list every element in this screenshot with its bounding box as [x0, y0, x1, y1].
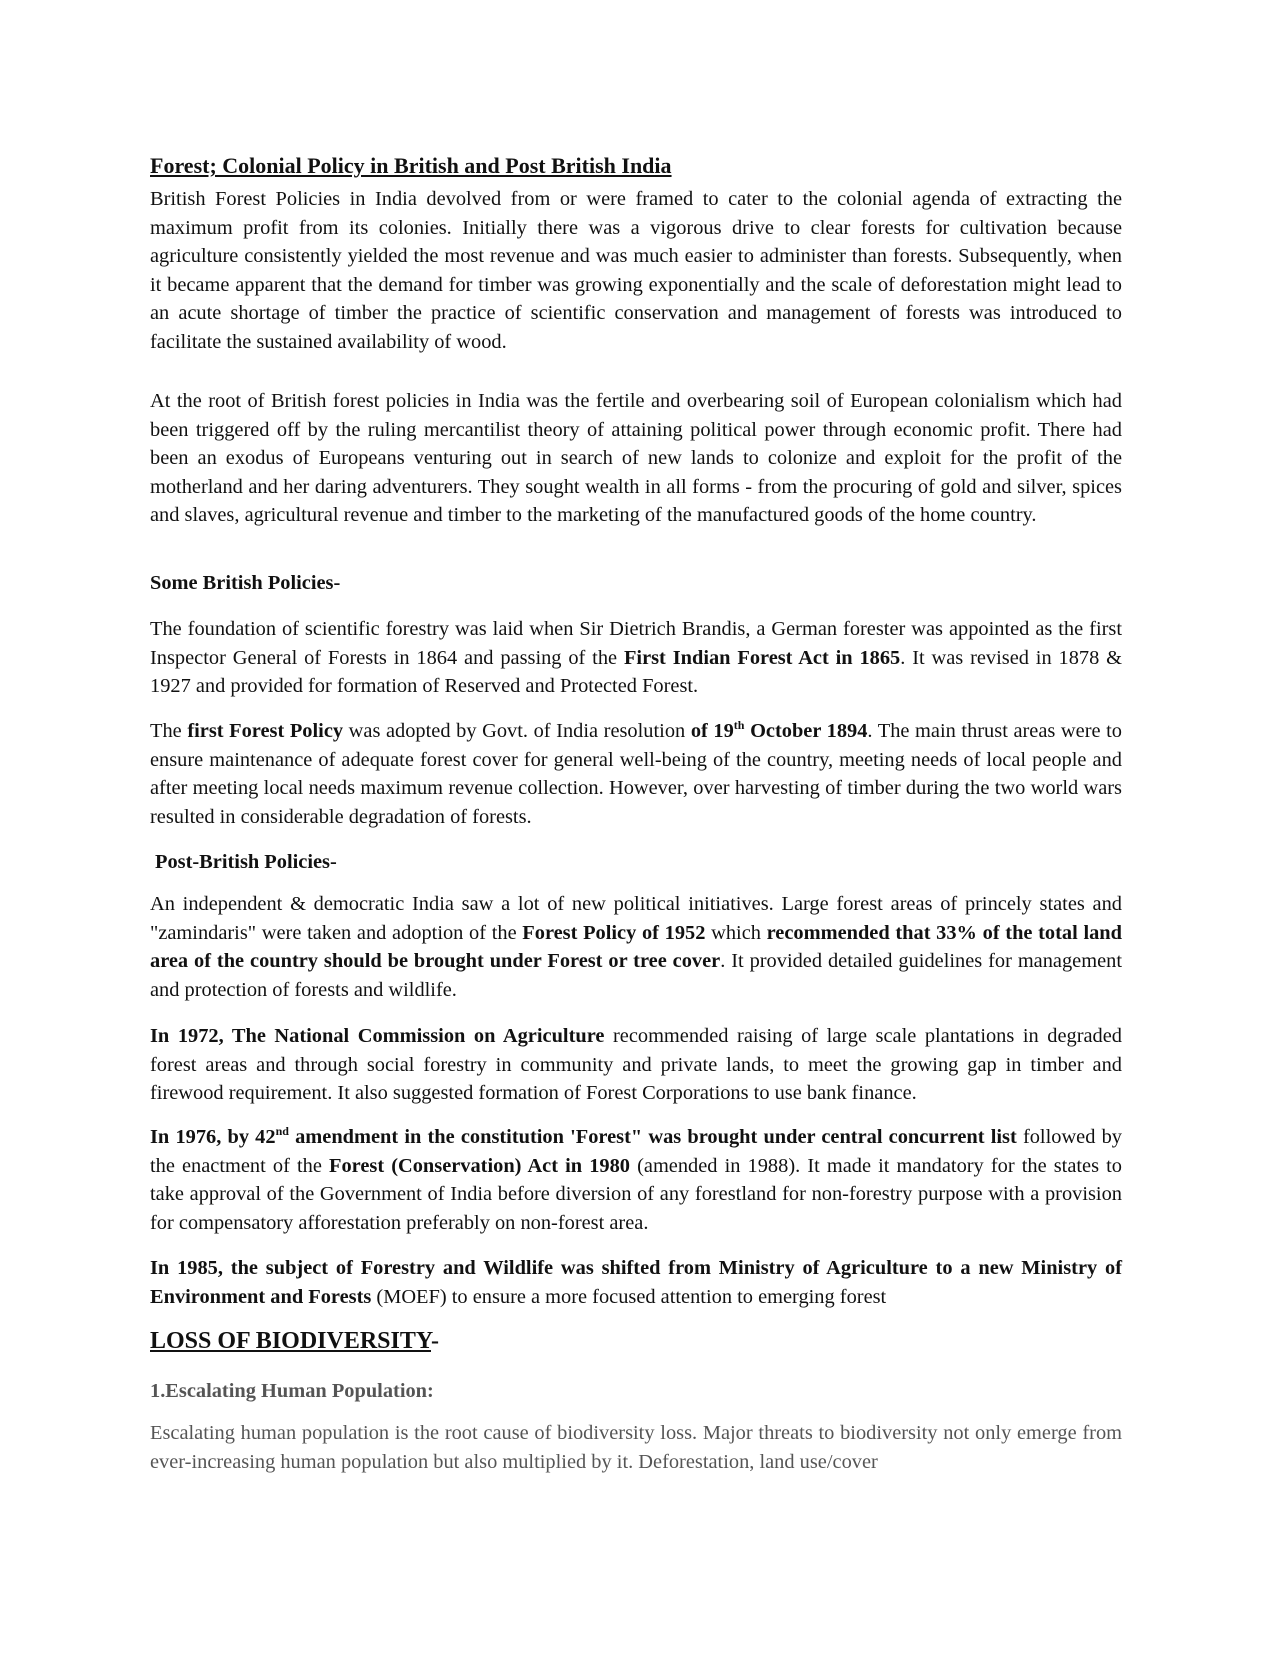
document-title: Forest; Colonial Policy in British and Post British India: [150, 153, 672, 178]
bold-text: recommended that 33% of the total land area of the country should be brought under Forest or tree cover: [150, 921, 1122, 973]
text: In 1976, by 42: [150, 1126, 276, 1148]
bold-text: [691, 720, 868, 742]
paragraph-moef-1985: [150, 1254, 1122, 1311]
bold-text: first Forest Policy: [187, 720, 344, 742]
text: An independent & democratic India saw a lot of new political initiatives. Large forest areas of princely states and "zamindaris" were taken and adoption of the: [150, 893, 1122, 944]
bold-text: Forest Policy of 1952: [522, 921, 706, 944]
text: . The main thrust areas were to ensure maintenance of adequate forest cover for general well-being of the country, meeting needs of local people and after meeting local needs maximum revenue collection. However, over harvesting of timber during the two world wars resulted in considerable degradation of forests.: [150, 720, 1122, 828]
text: The: [150, 720, 188, 742]
superscript: nd: [275, 1124, 289, 1139]
superscript: th: [733, 718, 745, 733]
paragraph-forest-policy-1894: [150, 717, 1122, 831]
paragraph-population: Escalating human population is the root cause of biodiversity loss. Major threats to biodiversity not only emerge from ever-increasing human population but also multiplied by it. Deforestation, land use/cover: [150, 1422, 1122, 1473]
paragraph-commission-1972: [150, 1022, 1122, 1108]
text: . It was revised in 1878 & 1927 and provided for formation of Reserved and Protected Forest.: [150, 646, 1123, 698]
text: amendment in the constitution 'Forest" was brought under central concurrent list: [288, 1126, 1017, 1148]
text: followed by the enactment of the: [150, 1126, 1122, 1177]
text: of 19: [690, 720, 734, 742]
bold-text: In 1985, the subject of Forestry and Wildlife was shifted from Ministry of Agriculture to a new Ministry of Environment and Forests: [150, 1257, 1122, 1308]
bold-text: In 1972, The National Commission on Agriculture: [150, 1025, 605, 1047]
paragraph-intro: British Forest Policies in India devolved from or were framed to cater to the colonial agenda of extracting the maximum profit from its colonies. Initially there was a vigorous drive to clear forests for cultivation because agriculture consistently yielded the most revenue and was much easier to administer than forests. Subsequently, when it became apparent that the demand for timber was growing exponentially and the scale of deforestation might lead to an acute shortage of timber the practice of scientific conservation and management of forests was introduced to facilitate the sustained availability of wood.: [150, 188, 1122, 353]
text: (amended in 1988). It made it mandatory for the states to take approval of the Government of India before diversion of any forestland for non-forestry purpose with a provision for compensatory afforestation preferably on non-forest area.: [150, 1154, 1122, 1234]
bold-text: First Indian Forest Act in 1865: [623, 646, 901, 669]
text: which: [705, 921, 767, 944]
text: October 1894: [744, 720, 868, 742]
heading-british-policies: Some British Policies-: [150, 572, 341, 594]
heading-dash: -: [431, 1328, 439, 1354]
paragraph-amendment-1976: [150, 1123, 1122, 1237]
paragraph-scientific-forestry: [150, 615, 1122, 701]
heading-text: LOSS OF BIODIVERSITY: [150, 1328, 431, 1354]
bold-text: [150, 1126, 1017, 1148]
heading-loss-of-biodiversity: [150, 1327, 1122, 1356]
text: . It provided detailed guidelines for management and protection of forests and wildlife.: [150, 950, 1122, 1001]
heading-post-british-policies: Post-British Policies-: [155, 851, 337, 873]
text: The foundation of scientific forestry was laid when Sir Dietrich Brandis, a German forester was appointed as the first Inspector General of Forests in 1864 and passing of the: [150, 618, 1122, 669]
text: was adopted by Govt. of India resolution: [343, 720, 691, 742]
heading-escalating-population: 1.Escalating Human Population:: [150, 1380, 434, 1402]
paragraph-colonialism: At the root of British forest policies in India was the fertile and overbearing soil of European colonialism which had been triggered off by the ruling mercantilist theory of attaining political power through economic profit. There had been an exodus of Europeans venturing out in search of new lands to colonize and exploit for the profit of the motherland and her daring adventurers. They sought wealth in all forms - from the procuring of gold and silver, spices and slaves, agricultural revenue and timber to the marketing of the manufactured goods of the home country.: [150, 390, 1122, 527]
bold-text: Forest (Conservation) Act in 1980: [329, 1154, 630, 1177]
paragraph-policy-1952: [150, 890, 1122, 1004]
text: (MOEF) to ensure a more focused attention to emerging forest: [371, 1285, 887, 1308]
text: recommended raising of large scale plantations in degraded forest areas and through social forestry in community and private lands, to meet the growing gap in timber and firewood requirement. It also suggested formation of Forest Corporations to use bank finance.: [150, 1025, 1122, 1105]
